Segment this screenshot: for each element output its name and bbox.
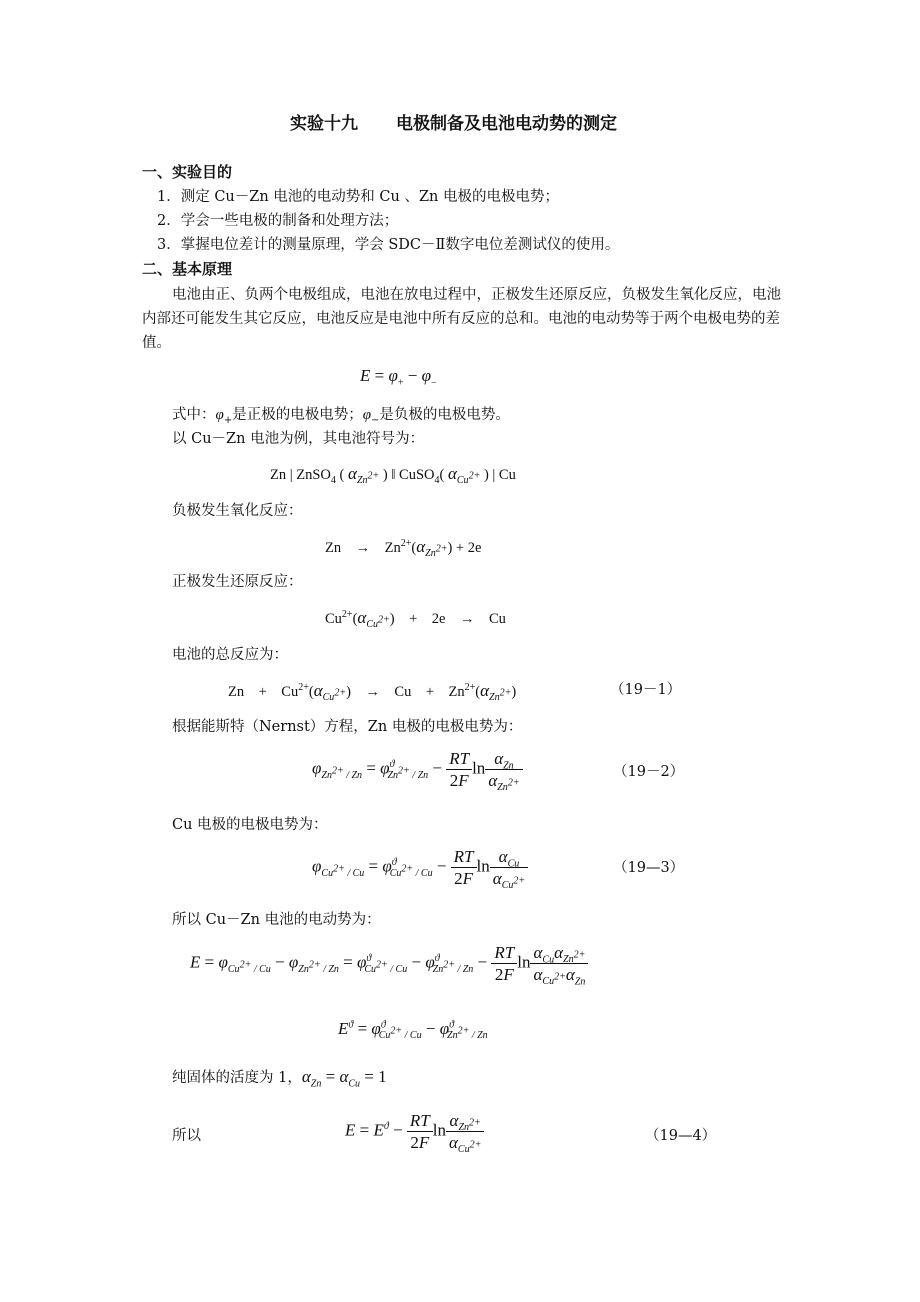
positive-electrode-desc: 是正极的电极电势；: [232, 407, 363, 423]
so-label: 所以: [172, 1128, 201, 1144]
page-title: [290, 116, 617, 133]
objective-item-2: 2．学会一些电极的制备和处理方法；: [157, 213, 399, 229]
equation-number-2: （19－2）: [613, 764, 685, 780]
emf-label: 所以 Cu－Zn 电池的电动势为：: [172, 912, 381, 928]
objective-item-3: 3．掌握电位差计的测量原理，学会 SDC－Ⅱ数字电位差测试仪的使用。: [157, 237, 620, 253]
negative-reaction: Zn → $Zn^{2+}(\alpha_{Zn^{2+}}) + 2e$: [325, 537, 482, 559]
cell-symbol: Zn | ZnSO$_4$ ( $\alpha_{Zn^{2+}}$ ) ‖ CuSO$_4$( $\alpha_{Cu^{2+}}$ ) | Cu: [270, 464, 516, 486]
principle-paragraph: [142, 283, 782, 355]
total-reaction-label: 电池的总反应为：: [172, 647, 288, 663]
solid-activity-label: 纯固体的活度为 1，: [172, 1070, 302, 1086]
equation-zn-potential: $\varphi_{Zn^{2+} / Zn} = \varphi^ϑ_{Zn^{2+} / Zn}$ − $\frac{RT}{2F}$ ln $\frac{\alpha_{Zn}}{\alpha_{Zn^{2+}}}$: [312, 750, 523, 789]
formula-emf-basic: $E = \varphi_+ - \varphi_-$: [360, 366, 437, 389]
cu-potential-label: Cu 电极的电极电势为：: [172, 817, 328, 833]
negative-reaction-label: 负极发生氧化反应：: [172, 503, 303, 519]
section1-heading: 一、实验目的: [142, 163, 233, 181]
positive-reaction: $Cu^{2+}(\alpha_{Cu^{2+}})$ + 2e → Cu: [325, 608, 506, 630]
example-intro: 以 Cu－Zn 电池为例，其电池符号为：: [172, 431, 425, 447]
equation-cu-potential: $\varphi_{Cu^{2+} / Cu} = \varphi^ϑ_{Cu^{2+} / Cu}$ − $\frac{RT}{2F}$ ln $\frac{\alpha_{Cu}}{\alpha_{Cu^{2+}}}$: [312, 848, 528, 887]
objective-item-1: 1．测定 Cu－Zn 电池的电动势和 Cu 、Zn 电极的电极电势；: [157, 189, 559, 205]
total-reaction: Zn + $Cu^{2+}(\alpha_{Cu^{2+}})$ → Cu + $Zn^{2+}(\alpha_{Zn^{2+}})$: [228, 681, 517, 703]
equation-number-4: （19—4）: [645, 1128, 717, 1144]
nernst-label: 根据能斯特（Nernst）方程，Zn 电极的电极电势为：: [172, 719, 523, 735]
solid-activity-line: 纯固体的活度为 1，$\alpha_{Zn} = \alpha_{Cu} = 1$: [172, 1067, 387, 1090]
title-experiment-number: 实验十九: [290, 114, 358, 134]
title-text: 电极制备及电池电动势的测定: [396, 114, 617, 134]
principle-text: 电池由正、负两个电极组成，电池在放电过程中，正极发生还原反应，负极发生氧化反应，电池内部还可能发生其它反应，电池反应是电池中所有反应的总和。电池的电动势等于两个电极电势的差值。: [142, 287, 781, 351]
formula-explanation: 式中：$\varphi_+$是正极的电极电势；$\varphi_-$是负极的电极电势。: [172, 407, 510, 426]
positive-reaction-label: 正极发生还原反应：: [172, 574, 303, 590]
equation-number-3: （19—3）: [613, 860, 685, 876]
equation-standard-emf: $E^ϑ = \varphi^ϑ_{Cu^{2+} / Cu} - \varphi^ϑ_{Zn^{2+} / Zn}$: [338, 1019, 488, 1042]
negative-electrode-desc: 是负极的电极电势。: [379, 407, 510, 423]
equation-emf-full: $E = \varphi_{Cu^{2+} / Cu} - \varphi_{Zn^{2+} / Zn} = \varphi^ϑ_{Cu^{2+} / Cu} - \varphi^ϑ_{Zn^{2+} / Zn}$ − $\frac{RT}{2F}$ ln $\frac{\alpha_{Cu}\alpha_{Zn^{2+}}}{\alpha_{Cu^{2+}}\alpha_{Zn}}$: [190, 944, 588, 983]
equation-nernst-cell: $E = E^ϑ$ − $\frac{RT}{2F}$ ln $\frac{\alpha_{Zn^{2+}}}{\alpha_{Cu^{2+}}}$: [345, 1112, 484, 1151]
section2-heading: 二、基本原理: [142, 260, 233, 278]
where-label: 式中：: [172, 407, 216, 423]
equation-number-1: （19－1）: [610, 682, 682, 698]
